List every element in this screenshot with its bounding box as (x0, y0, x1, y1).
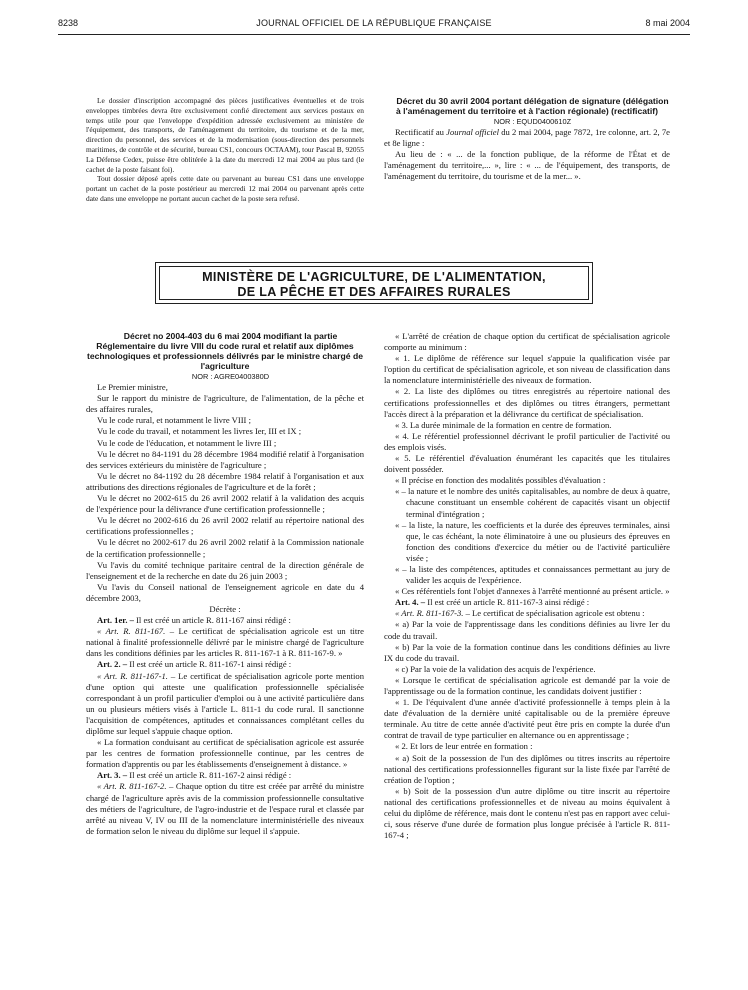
paragraph: « La formation conduisant au certificat de spécialisation agricole est assurée par les centres de formation professionnelle continue, par les centres de formation d'apprentis ou par les établissements d'enseignement à distance. » (86, 737, 364, 770)
dash-item: « – la nature et le nombre des unités capitalisables, au nombre de deux à quatre, chacune constituant un ensemble cohérent de capacités visant un objectif terminal d'intégration ; (395, 486, 670, 519)
visa: Vu le code du travail, et notamment les livres Ier, III et IX ; (97, 426, 302, 437)
nor-reference: NOR : EQUD0400610Z (493, 117, 572, 126)
visa: Sur le rapport du ministre de l'agriculture, de l'alimentation, de la pêche et des affaires rurales, (86, 393, 364, 415)
journal-title: JOURNAL OFFICIEL DE LA RÉPUBLIQUE FRANÇAISE (256, 18, 492, 28)
paragraph: « 3. La durée minimale de la formation en centre de formation. (395, 419, 612, 430)
visa: Vu le code rural, et notamment le livre VIII ; (97, 415, 251, 426)
paragraph: « 1. De l'équivalent d'une année d'activité professionnelle à temps plein à la date d'évaluation de la dernière unité capitalisable ou de la première épreuve terminale. Au titre de cette année d'activité peut être pris en compte la durée d'un contrat de travail de type particulier en alternance ou en apprentissage ; (384, 697, 670, 741)
page-number: 8238 (58, 18, 79, 28)
visa: Vu le décret no 2002-616 du 26 avril 2002 relatif au répertoire national des certifications professionnelles ; (86, 515, 364, 537)
decree-title: Décret du 30 avril 2004 portant délégation de signature (délégation à l'aménagement du territoire et à l'action régionale) (rectificatif) (396, 96, 669, 116)
paragraph: « b) Par la voie de la formation continue dans les conditions définies au livre IX du code du travail. (384, 641, 670, 663)
paragraph: « a) Par la voie de l'apprentissage dans les conditions définies au livre Ier du code du travail. (384, 619, 670, 641)
decree-right-column (384, 331, 670, 841)
paragraph: « Lorsque le certificat de spécialisation agricole est demandé par la voie de l'apprentissage ou de la formation continue, les candidats doivent justifier : (384, 674, 670, 696)
paragraph: Au lieu de : « ... de la fonction publique, de la réforme de l'État et de l'aménagement du territoire,... », lire : « ... de l'équipement, des transports, de l'aménagement du territoire, du tourisme et de la mer... ». (384, 149, 670, 182)
decrete-label: Décrète : (209, 603, 241, 614)
ministry-line-2: DE LA PÊCHE ET DES AFFAIRES RURALES (237, 285, 511, 299)
visa: Vu le code de l'éducation, et notamment le livre III ; (97, 437, 277, 448)
dash-item: « – la liste des compétences, aptitudes et connaissances permettant au jury de valider les acquis de l'expérience. (395, 563, 670, 586)
paragraph: « 2. Et lors de leur entrée en formation : (395, 741, 533, 752)
article-1: Art. 1er. – Il est créé un article R. 811-167 ainsi rédigé : (97, 615, 291, 626)
ministry-banner (155, 262, 593, 304)
visa: Vu le décret no 2002-615 du 26 avril 2002 relatif à la validation des acquis de l'expérience pour la délivrance d'une certification professionnelle ; (86, 493, 364, 515)
top-left-column (86, 96, 364, 204)
paragraph: « Ces référentiels font l'objet d'annexes à l'arrêté mentionné au présent article. » (395, 586, 670, 597)
article-1-text: « Art. R. 811-167. – Le certificat de spécialisation agricole est un titre national à finalité professionnelle délivré par le ministre chargé de l'agriculture dans les conditions définies par les articles R. 811-167-1 à R. 811-167-9. » (86, 626, 364, 659)
decree-left-column (86, 331, 364, 837)
article-2-text: « Art. R. 811-167-1. – Le certificat de spécialisation agricole porte mention d'une option qui atteste une qualification professionnelle spécialisée correspondant à un profil particulier d'emploi ou à une activité particulière dans un ou plusieurs métiers visés à l'article L. 811-1 du code rural. Il sanctionne l'acquisition de compétences, aptitudes et connaissances complétant celles du diplôme sur lequel s'appuie chaque option. (86, 670, 364, 736)
article-2: Art. 2. – Il est créé un article R. 811-167-1 ainsi rédigé : (97, 659, 292, 670)
visa: Vu le décret no 84-1192 du 28 décembre 1984 relatif à l'organisation et aux attributions des directions régionales de l'agriculture et de la forêt ; (86, 470, 364, 492)
page-header (58, 18, 690, 32)
issue-date: 8 mai 2004 (645, 18, 690, 28)
article-4-text: « Art. R. 811-167-3. – Le certificat de spécialisation agricole est obtenu : (395, 608, 645, 619)
decree-title: Décret no 2004-403 du 6 mai 2004 modifiant la partie Réglementaire du livre VIII du code rural et relatif aux diplômes technologiques et professionnels délivrés par le ministre chargé de l'agriculture (86, 331, 364, 371)
header-rule (58, 34, 690, 35)
ministry-line-1: MINISTÈRE DE L'AGRICULTURE, DE L'ALIMENTATION, (202, 270, 546, 284)
article-3: Art. 3. – Il est créé un article R. 811-167-2 ainsi rédigé : (97, 770, 292, 781)
paragraph: « Il précise en fonction des modalités possibles d'évaluation : (395, 475, 606, 486)
paragraph: « 4. Le référentiel professionnel décrivant le profil particulier de l'activité ou des emplois visés. (384, 430, 670, 452)
visa: Le Premier ministre, (97, 382, 168, 393)
article-3-text: « Art. R. 811-167-2. – Chaque option du titre est créée par arrêté du ministre chargé de l'agriculture après avis de la commission professionnelle consultative des métiers de l'agriculture, de l'agro-industrie et de l'espace rural et classée par arrêté au niveau V, IV ou III de la nomenclature interministérielle des niveaux de formation selon le niveau du diplôme sur lequel il s'appuie. (86, 781, 364, 836)
visa: Vu le décret no 84-1191 du 28 décembre 1984 modifié relatif à l'organisation des services extérieurs du ministère de l'agriculture ; (86, 448, 364, 470)
dash-item: « – la liste, la nature, les coefficients et la durée des épreuves terminales, ainsi que, le cas échéant, la note éliminatoire à une ou plusieurs des épreuves en fonction des conditions d'exercice du métier ou de l'activité particulière visée ; (395, 519, 670, 563)
paragraph: « 5. Le référentiel d'évaluation énumérant les capacités que les titulaires doivent posséder. (384, 453, 670, 475)
paragraph: Le dossier d'inscription accompagné des pièces justificatives éventuelles et de trois enveloppes timbrées devra être exclusivement confié directement aux services postaux en temps utile pour que l'enveloppe d'expédition adressée exclusivement au ministère de l'équipement, des transports, de l'aménagement du territoire, du tourisme et de la mer, direction du personnel, des services et de la modernisation (sous-direction des personnels maritimes, de contrôle et de sécurité, bureau CS1, concours OCTAAM), tour Pascal B, 92055 La Défense Cedex, puisse être oblitérée à la date du mercredi 12 mai 2004 au plus tard (le cachet de la poste faisant foi). (86, 96, 364, 174)
paragraph: « 2. La liste des diplômes ou titres enregistrés au répertoire national des certifications professionnelles et des diplômes ou titres étrangers, permettant l'accès direct à la préparation et la délivrance du certificat de spécialisation. (384, 386, 670, 419)
article-4: Art. 4. – Il est créé un article R. 811-167-3 ainsi rédigé : (395, 597, 590, 608)
visa: Vu le décret no 2002-617 du 26 avril 2002 relatif à la Commission nationale de la certification professionnelle ; (86, 537, 364, 559)
paragraph: « L'arrêté de création de chaque option du certificat de spécialisation agricole comporte au minimum : (384, 331, 670, 353)
visa: Vu l'avis du comité technique paritaire central de la direction générale de l'enseignement et de la recherche en date du 26 juin 2003 ; (86, 559, 364, 581)
paragraph: « a) Soit de la possession de l'un des diplômes ou titres inscrits au répertoire national des certifications professionnelles figurant sur la liste fixée par l'arrêté de création de l'option ; (384, 752, 670, 785)
visa: Vu l'avis du Conseil national de l'enseignement agricole en date du 4 décembre 2003, (86, 581, 364, 603)
nor-reference: NOR : AGRE0400380D (191, 372, 270, 381)
paragraph: « b) Soit de la possession d'un autre diplôme ou titre inscrit au répertoire national des certifications professionnelles et de niveau au moins équivalent à celui du diplôme de référence, mais dont le contenu n'est pas en rapport avec celui-ci, sous réserve d'une durée de formation plus longue précisée à l'article R. 811-167-4 ; (384, 785, 670, 841)
paragraph: Tout dossier déposé après cette date ou parvenant au bureau CS1 dans une enveloppe portant un cachet de la poste postérieur au mercredi 12 mai 2004 ou parvenant après cette date dans une enveloppe ne portant aucun cachet de la poste sera refusé. (86, 174, 364, 203)
paragraph: « c) Par la voie de la validation des acquis de l'expérience. (395, 663, 596, 674)
paragraph: Rectificatif au Journal officiel du 2 mai 2004, page 7872, 1re colonne, art. 2, 7e et 8e ligne : (384, 127, 670, 149)
paragraph: « 1. Le diplôme de référence sur lequel s'appuie la qualification visée par l'option du certificat de spécialisation agricole, et son niveau de classification dans la nomenclature interministérielle des niveaux de formation. (384, 353, 670, 386)
rectificatif-section (384, 96, 670, 183)
